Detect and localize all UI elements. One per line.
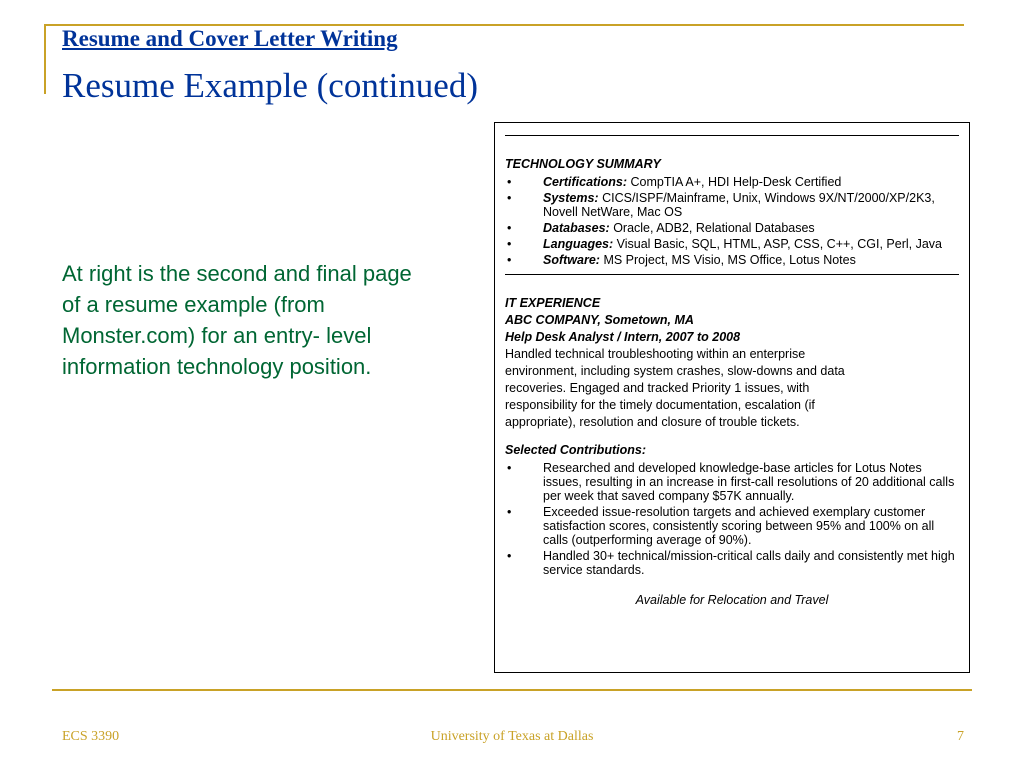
tech-item-label: Databases: — [543, 221, 610, 235]
experience-description — [505, 346, 959, 431]
intro-text: At right is the second and final page of a resume example (from Monster.com) for an entry- level information technology position. — [62, 261, 412, 379]
tech-item-label: Languages: — [543, 237, 614, 251]
bullet-icon: • — [507, 549, 512, 563]
closing-note: Available for Relocation and Travel — [635, 593, 829, 607]
bullet-icon: • — [507, 253, 512, 267]
contributions-heading: Selected Contributions: — [505, 443, 646, 457]
description-line: appropriate), resolution and closure of trouble tickets. — [505, 415, 800, 429]
slide-title: Resume Example (continued) — [62, 66, 478, 105]
resume-top-rule — [505, 135, 959, 136]
contribution-text: Exceeded issue-resolution targets and achieved exemplary customer satisfaction scores, consistently scoring between 95% and 100% on all calls (outperforming average of 90%). — [543, 505, 935, 547]
bullet-icon: • — [507, 221, 512, 235]
tech-item-systems — [505, 191, 959, 219]
company-line: ABC COMPANY, Sometown, MA — [505, 313, 694, 327]
contribution-text: Handled 30+ technical/mission-critical calls daily and consistently met high service standards. — [543, 549, 955, 577]
frame-left-line — [44, 24, 46, 94]
role-line: Help Desk Analyst / Intern, 2007 to 2008 — [505, 330, 741, 344]
bullet-icon: • — [507, 237, 512, 251]
tech-item-label: Certifications: — [543, 175, 628, 189]
description-line: Handled technical troubleshooting within an enterprise — [505, 347, 806, 361]
tech-summary-heading: TECHNOLOGY SUMMARY — [505, 157, 661, 171]
footer-university: University of Texas at Dallas — [430, 729, 594, 744]
footer-course: ECS 3390 — [62, 729, 120, 744]
contributions-list — [505, 461, 959, 577]
footer-page-number: 7 — [957, 729, 964, 744]
tech-item-text: MS Project, MS Visio, MS Office, Lotus Notes — [603, 253, 856, 267]
bullet-icon: • — [507, 191, 512, 205]
tech-item-software — [505, 253, 959, 267]
resume-page — [494, 122, 970, 673]
slide-subtitle: Resume and Cover Letter Writing — [62, 26, 398, 51]
tech-item-text: CompTIA A+, HDI Help-Desk Certified — [630, 175, 842, 189]
contribution-text: Researched and developed knowledge-base articles for Lotus Notes issues, resulting in an increase in first-call resolutions of 20 additional calls per week that saved company $57K annually. — [543, 461, 955, 503]
bullet-icon: • — [507, 175, 512, 189]
frame-bottom-line — [52, 689, 972, 691]
tech-item-text: CICS/ISPF/Mainframe, Unix, Windows 9X/NT/2000/XP/2K3, Novell NetWare, Mac OS — [543, 191, 935, 219]
tech-item-label: Software: — [543, 253, 600, 267]
tech-item-languages — [505, 237, 959, 251]
description-line: recoveries. Engaged and tracked Priority 1 issues, with — [505, 381, 810, 395]
tech-summary-list — [505, 175, 959, 267]
tech-item-label: Systems: — [543, 191, 599, 205]
resume-section-rule — [505, 274, 959, 275]
tech-item-text: Oracle, ADB2, Relational Databases — [613, 221, 815, 235]
bullet-icon: • — [507, 505, 512, 519]
it-experience-heading: IT EXPERIENCE — [505, 296, 601, 310]
tech-item-databases — [505, 221, 959, 235]
bullet-icon: • — [507, 461, 512, 475]
contribution-item — [505, 549, 959, 577]
contribution-item — [505, 505, 959, 547]
description-line: environment, including system crashes, slow-downs and data — [505, 364, 845, 378]
description-line: responsibility for the timely documentation, escalation (if — [505, 398, 815, 412]
contribution-item — [505, 461, 959, 503]
tech-item-text: Visual Basic, SQL, HTML, ASP, CSS, C++, CGI, Perl, Java — [616, 237, 943, 251]
tech-item-certifications — [505, 175, 959, 189]
